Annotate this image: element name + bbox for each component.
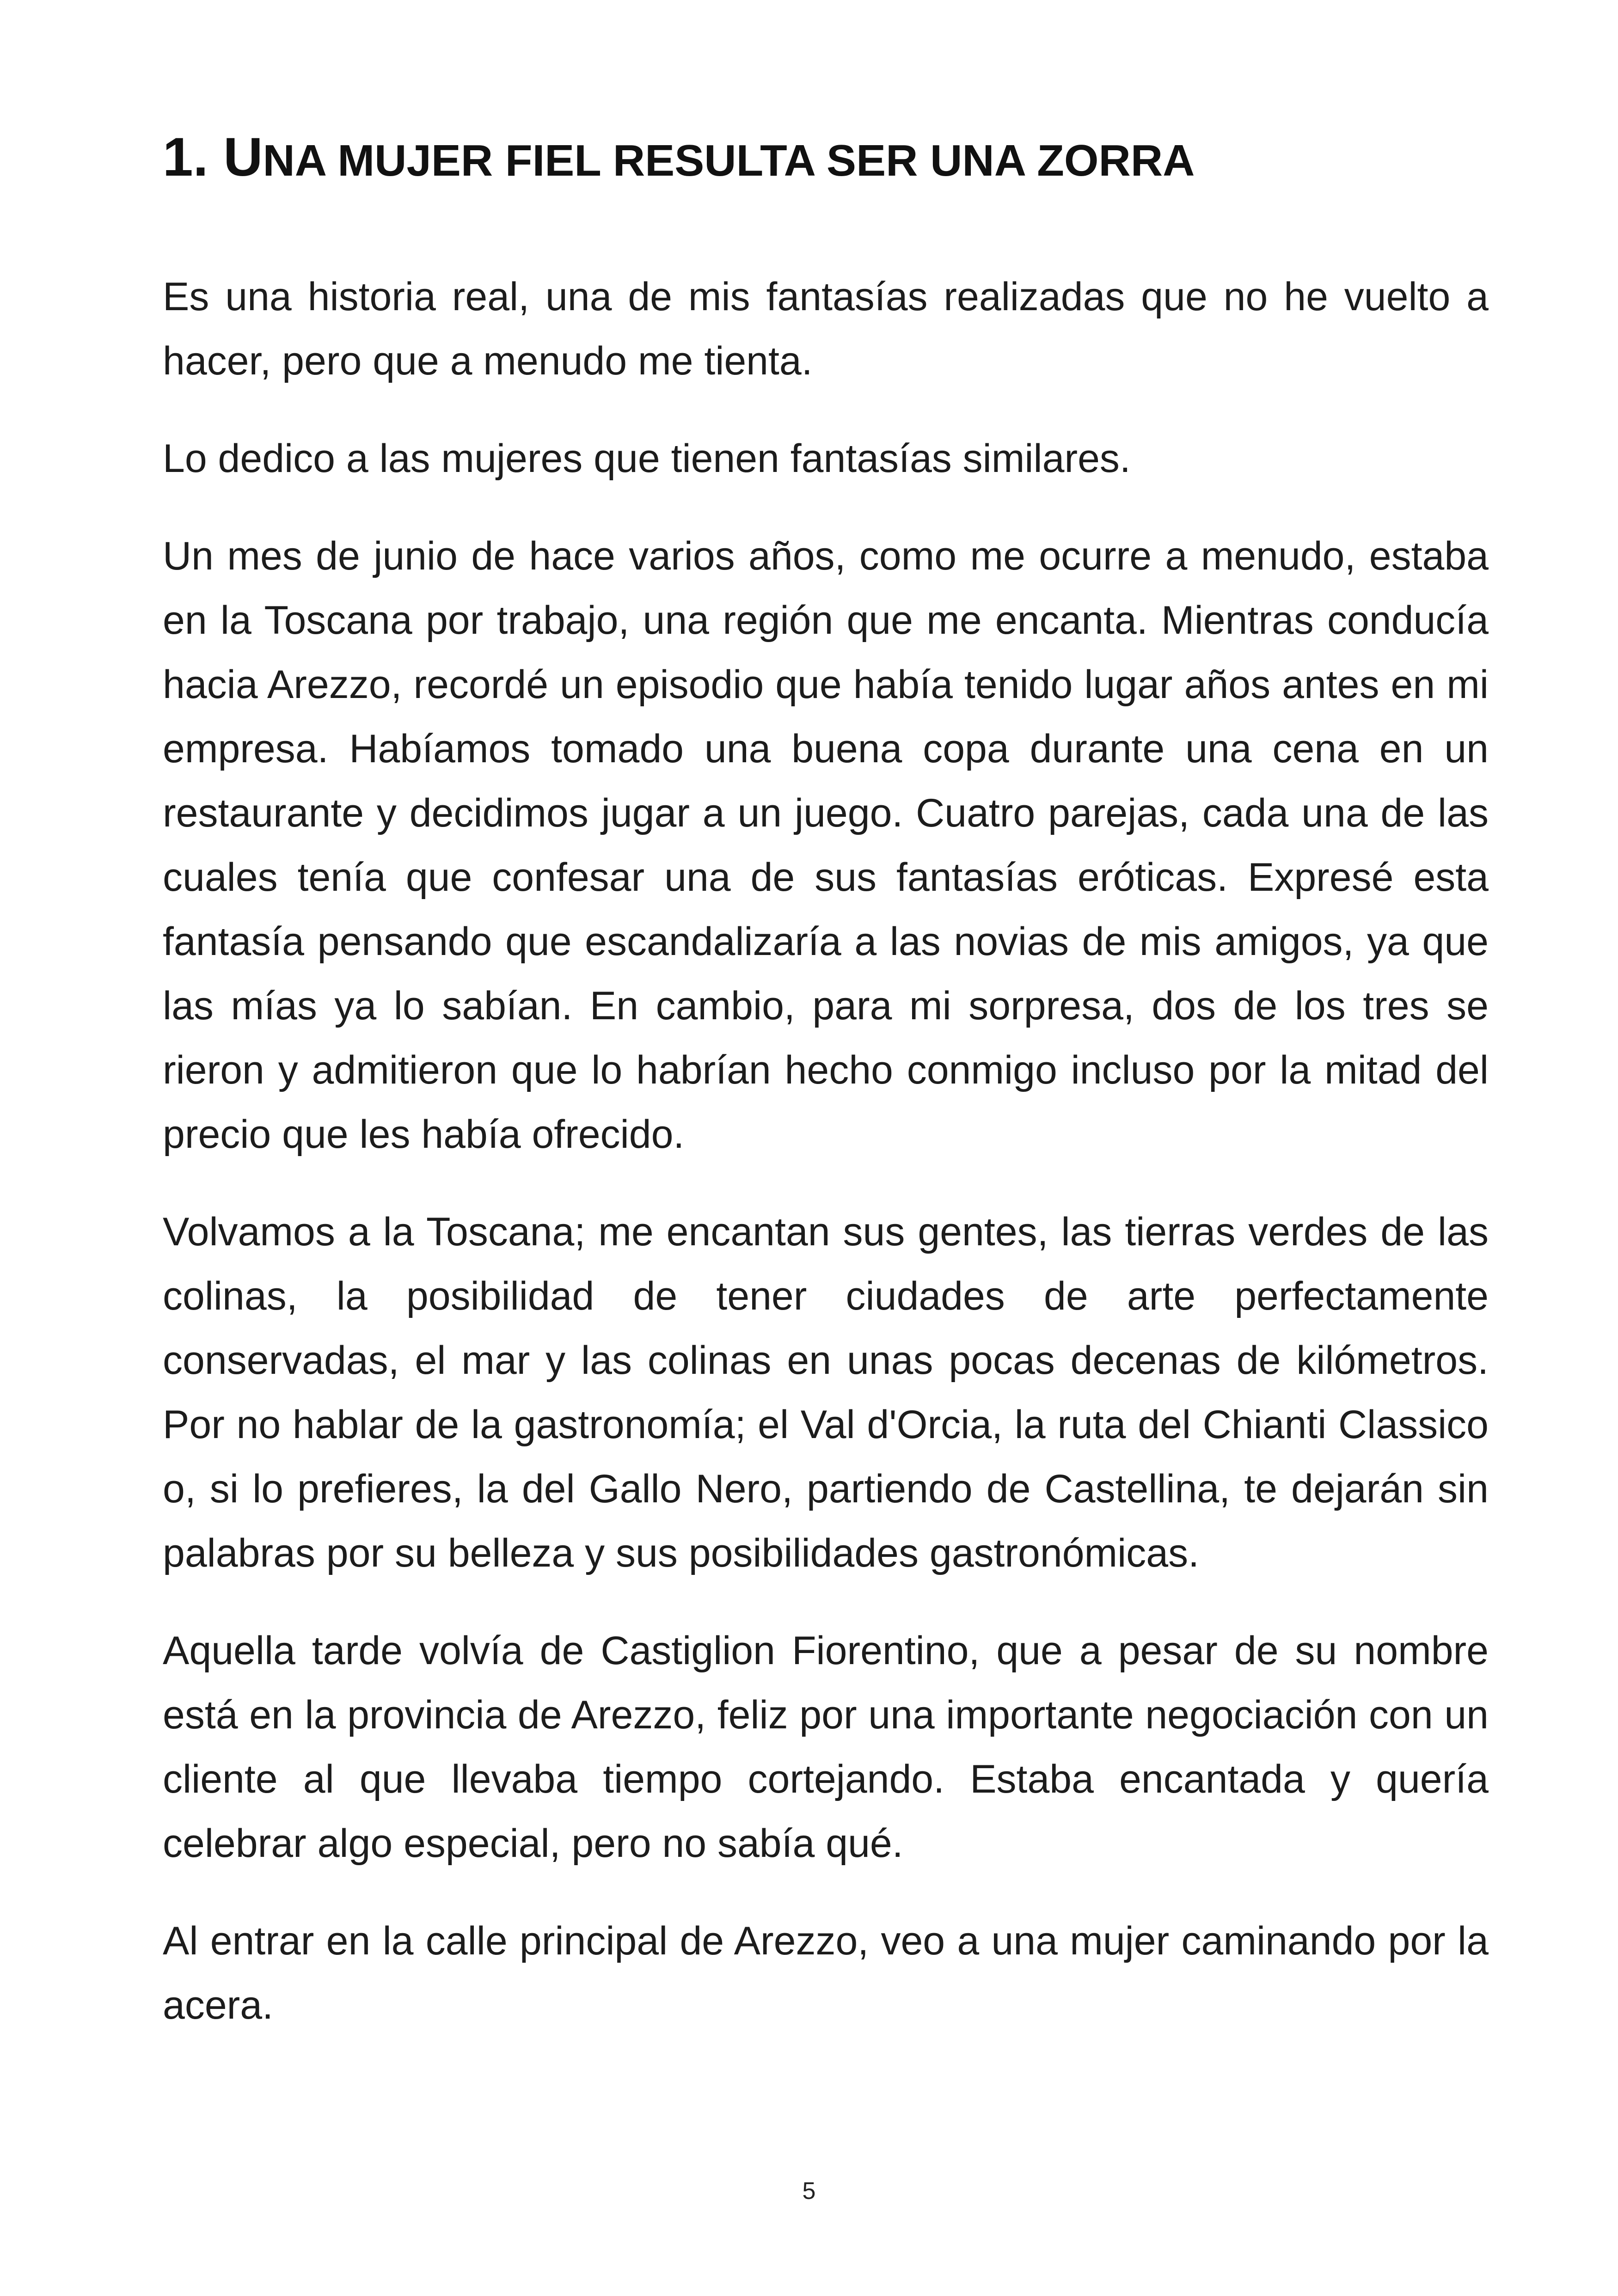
chapter-title-initial: U: [223, 127, 263, 188]
chapter-title-text: NA MUJER FIEL RESULTA SER UNA ZORRA: [263, 136, 1195, 185]
paragraph-tuscany: Volvamos a la Toscana; me encantan sus gentes, las tierras verdes de las colinas, la posibilidad de tener ciudades de arte perfectamente conservadas, el mar y las colinas en unas pocas decenas de kilómetros. Por no hablar de la gastronomía; el Val d'Orcia, la ruta del Chianti Classico o, si lo prefieres, la del Gallo Nero, partiendo de Castellina, te dejarán sin palabras por su belleza y sus posibilidades gastronómicas.: [163, 1210, 1489, 1575]
chapter-title: [163, 122, 1489, 196]
paragraph-evening: Aquella tarde volvía de Castiglion Fiorentino, que a pesar de su nombre está en la provincia de Arezzo, feliz por una importante negociación con un cliente al que llevaba tiempo cortejando. Estaba encantada y quería celebrar algo especial, pero no sabía qué.: [163, 1629, 1489, 1866]
paragraph-arezzo: Al entrar en la calle principal de Arezzo, veo a una mujer caminando por la acera.: [163, 1919, 1489, 2027]
paragraph-dedication: Lo dedico a las mujeres que tienen fantasías similares.: [163, 436, 1131, 481]
paragraph-memory: Un mes de junio de hace varios años, como me ocurre a menudo, estaba en la Toscana por trabajo, una región que me encanta. Mientras conducía hacia Arezzo, recordé un episodio que había tenido lugar años antes en mi empresa. Habíamos tomado una buena copa durante una cena en un restaurante y decidimos jugar a un juego. Cuatro parejas, cada una de las cuales tenía que confesar una de sus fantasías eróticas. Expresé esta fantasía pensando que escandalizaría a las novias de mis amigos, ya que las mías ya lo sabían. En cambio, para mi sorpresa, dos de los tres se rieron y admitieron que lo habrían hecho conmigo incluso por la mitad del precio que les había ofrecido.: [163, 534, 1489, 1157]
page-content: [163, 122, 1489, 2071]
paragraph-intro: Es una historia real, una de mis fantasías realizadas que no he vuelto a hacer, pero que a menudo me tienta.: [163, 275, 1489, 383]
chapter-number: 1.: [163, 127, 208, 188]
page-number: 5: [802, 2178, 816, 2204]
